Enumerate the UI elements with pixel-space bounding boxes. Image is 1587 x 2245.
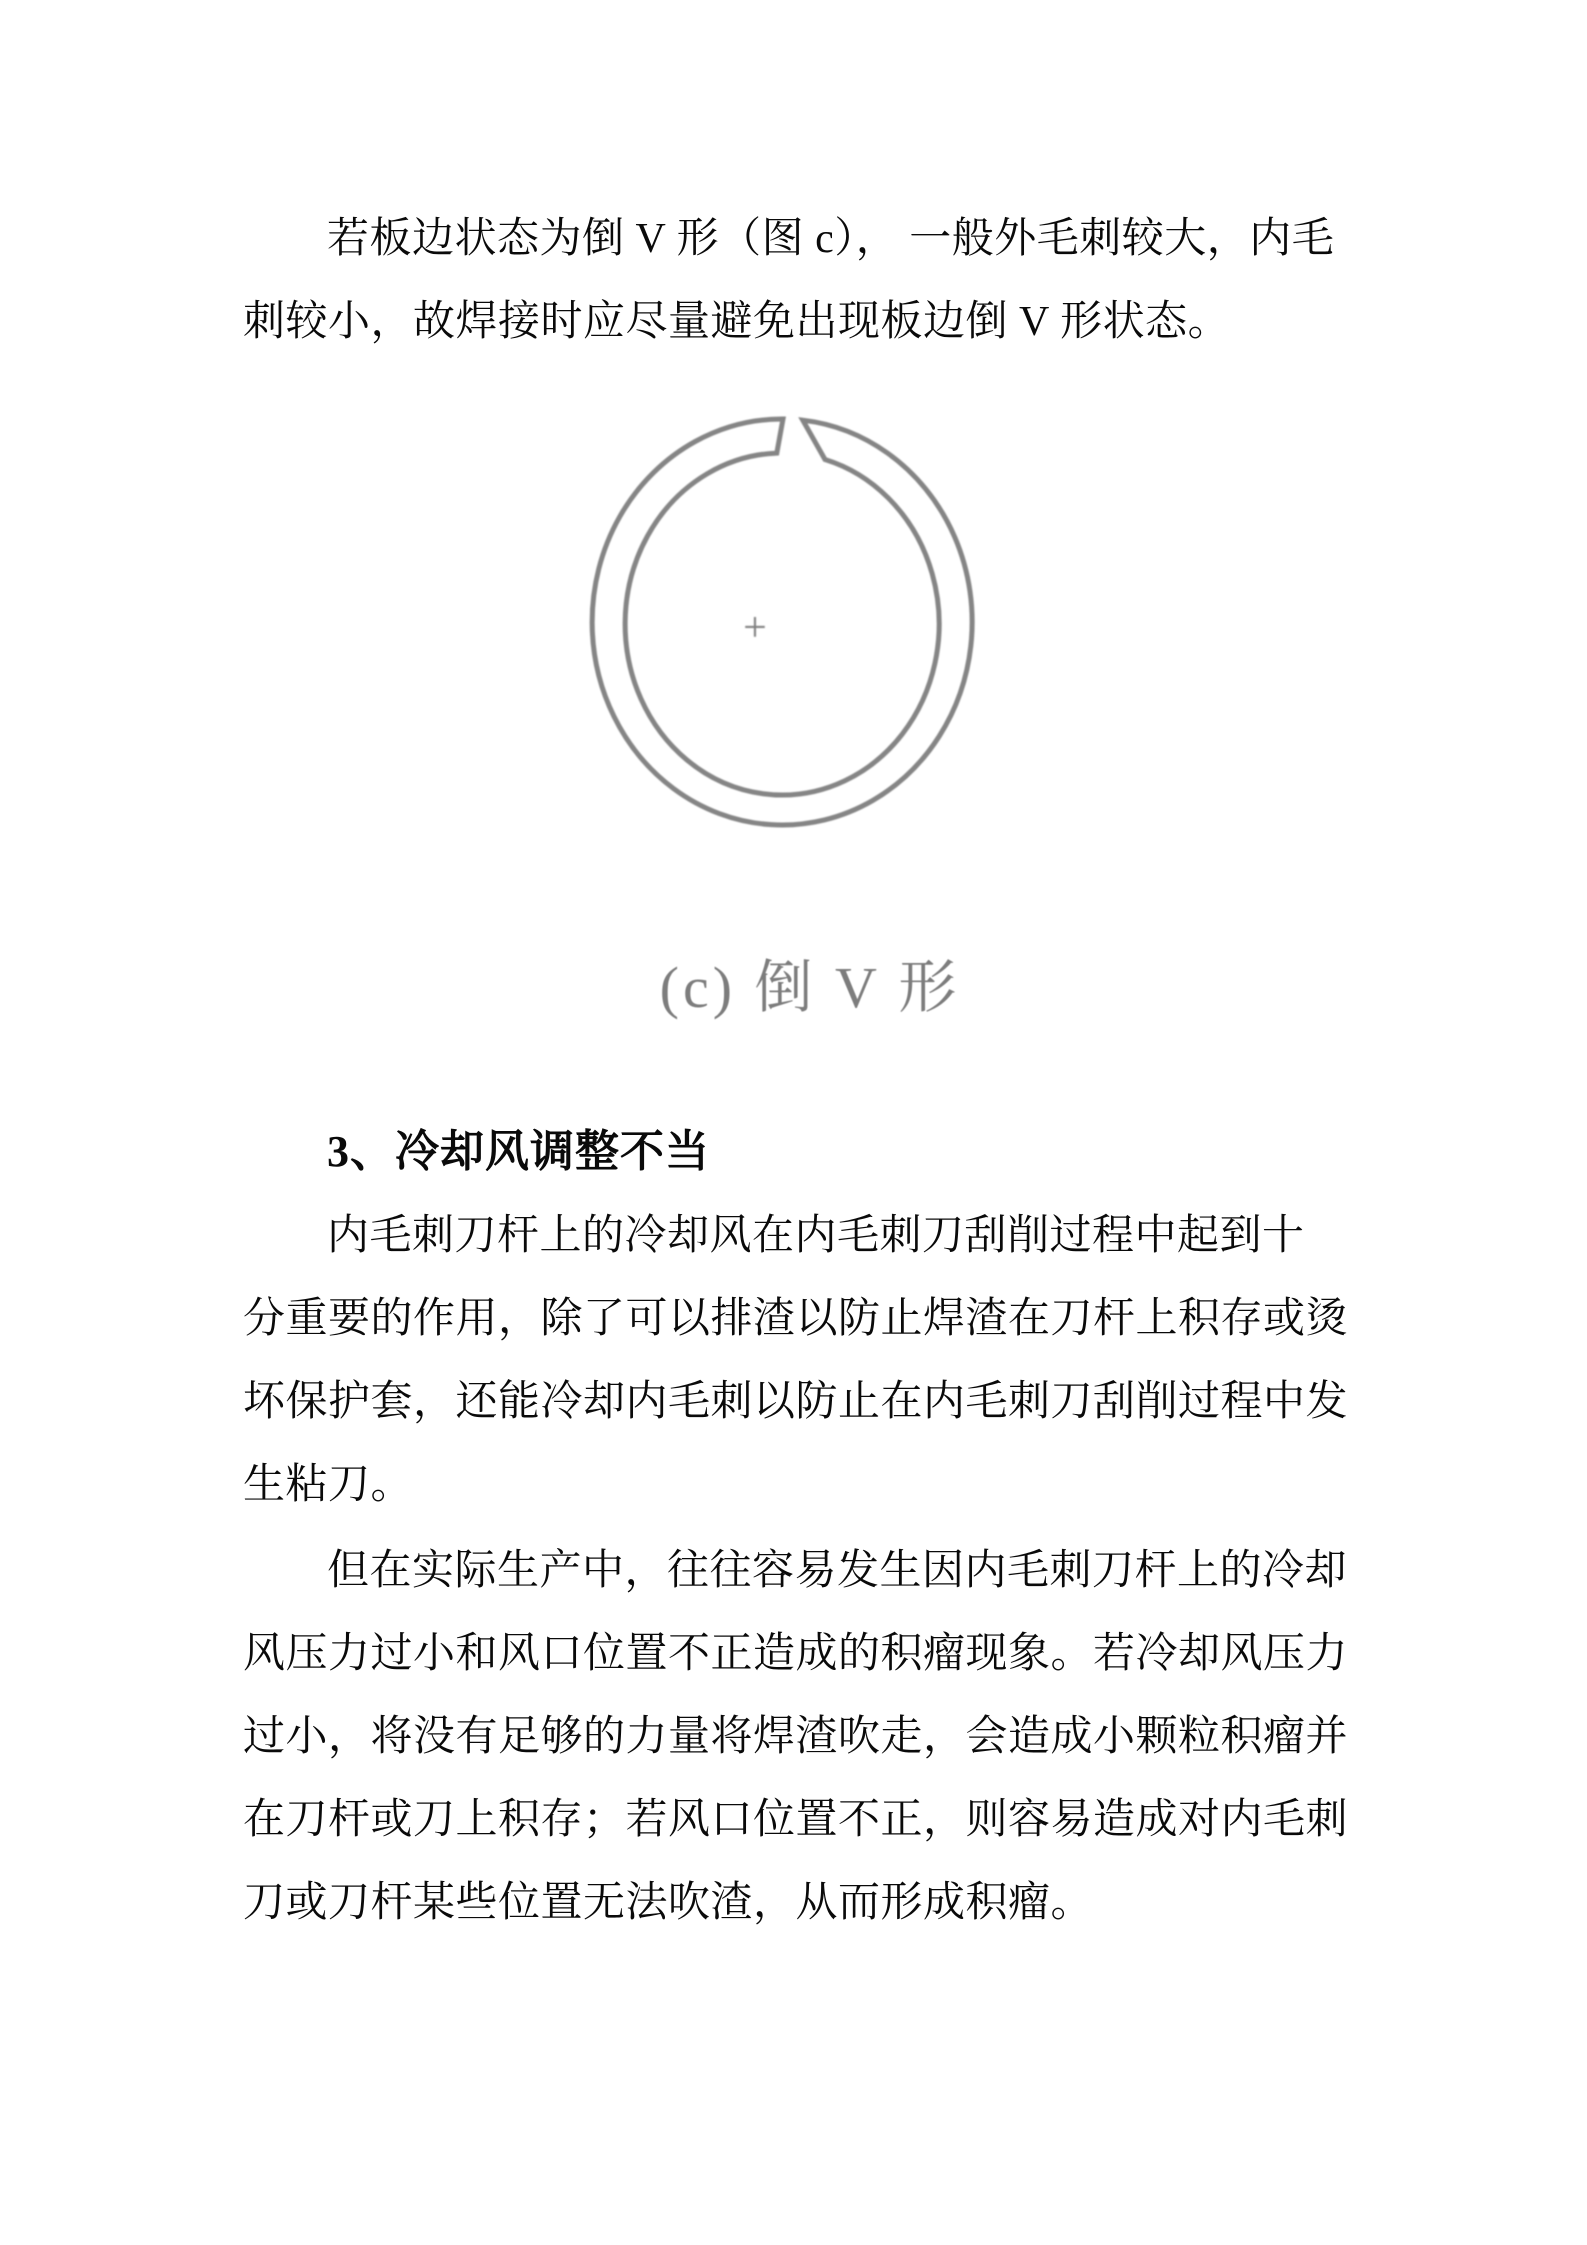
text-line: 过小，将没有足够的力量将焊渣吹走，会造成小颗粒积瘤并 [243, 1714, 1349, 1760]
text-line: 刺较小，故焊接时应尽量避免出现板边倒 V 形状态。 [243, 299, 1231, 345]
tube-ring-outline [592, 419, 972, 825]
paragraph-production-issues [243, 1530, 1423, 1945]
text-line: 分重要的作用，除了可以排渣以防止焊渣在刀杆上积存或烫 [243, 1296, 1349, 1342]
paragraph-cooling-air-role [243, 1195, 1423, 1527]
text-line: 若板边状态为倒 V 形（图 c）， 一般外毛刺较大，内毛 [327, 216, 1335, 262]
inverted-v-ring-figure [560, 390, 1030, 860]
text-line: 风压力过小和风口位置不正造成的积瘤现象。若冷却风压力 [243, 1631, 1349, 1677]
text-line: 生粘刀。 [243, 1462, 414, 1508]
paragraph-board-edge [243, 198, 1423, 364]
center-mark-icon: + [743, 605, 767, 651]
section-heading: 3、冷却风调整不当 [327, 1127, 710, 1176]
text-line: 但在实际生产中，往往容易发生因内毛刺刀杆上的冷却 [327, 1548, 1348, 1594]
text-line: 内毛刺刀杆上的冷却风在内毛刺刀刮削过程中起到十 [327, 1213, 1305, 1259]
text-line: 刀或刀杆某些位置无法吹渣，从而形成积瘤。 [243, 1880, 1094, 1926]
text-line: 坏保护套，还能冷却内毛刺以防止在内毛刺刀刮削过程中发 [243, 1379, 1349, 1425]
figure-caption: (c) 倒 V 形 [659, 955, 961, 1020]
text-line: 在刀杆或刀上积存；若风口位置不正，则容易造成对内毛刺 [243, 1797, 1349, 1843]
